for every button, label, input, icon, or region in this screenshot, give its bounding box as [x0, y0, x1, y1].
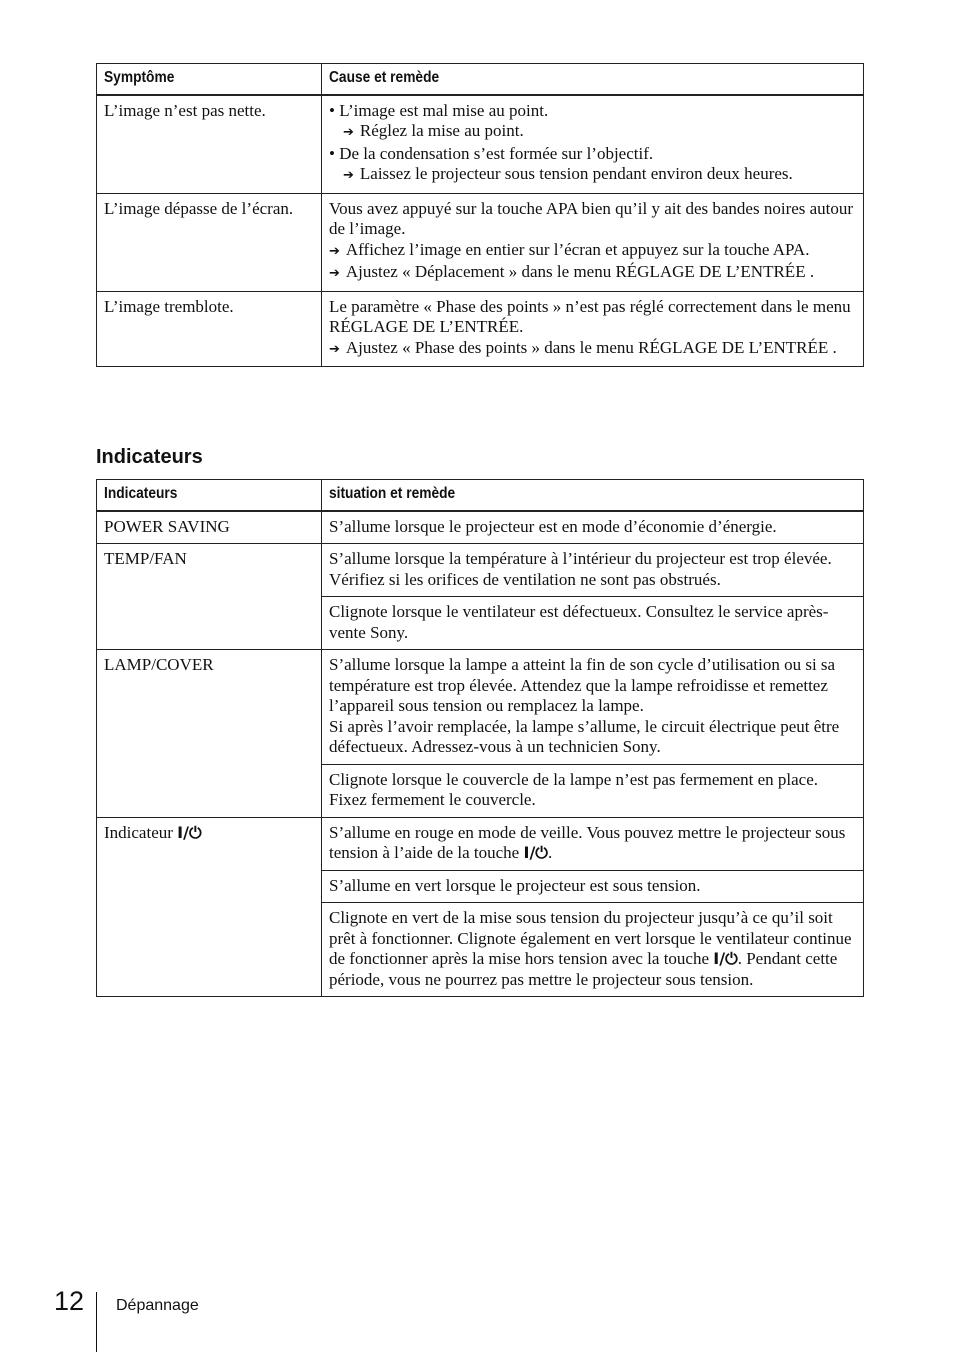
indicator-desc: Clignote lorsque le ventilateur est défectueux. Consultez le service après-vente Sony.	[322, 597, 864, 650]
table-header-row	[97, 480, 864, 511]
power-icon: I/⏻	[523, 843, 548, 862]
cause-line: • De la condensation s’est formée sur l’objectif.	[329, 143, 654, 163]
column-header-situation: situation et remède	[322, 480, 864, 511]
table-row	[97, 291, 864, 367]
cause-cell	[322, 291, 864, 367]
section-heading: Indicateurs	[96, 446, 203, 468]
remedy-line: ➔ Laissez le projecteur sous tension pendant environ deux heures.	[329, 164, 857, 187]
table-header-row	[97, 64, 864, 95]
arrow-icon: ➔	[343, 168, 354, 183]
arrow-icon: ➔	[329, 243, 340, 259]
remedy-line: ➔ Ajustez « Déplacement » dans le menu RÉGLAGE DE L’ENTRÉE .	[329, 262, 857, 285]
troubleshoot-table	[96, 63, 864, 367]
table-row	[97, 511, 864, 544]
arrow-icon: ➔	[343, 125, 354, 140]
cause-line: • L’image est mal mise au point.	[329, 100, 549, 120]
cause-cell	[322, 95, 864, 194]
table-row	[97, 193, 864, 291]
symptom-cell: L’image n’est pas nette.	[97, 95, 322, 194]
column-header-symptom: Symptôme	[97, 64, 322, 95]
power-icon: I/⏻	[177, 822, 202, 842]
page-number: 12	[54, 1286, 85, 1316]
desc-paragraph: Si après l’avoir remplacée, la lampe s’allume, le circuit électrique peut être défectueux. Adressez-vous à un technicien Sony.	[329, 716, 840, 756]
desc-paragraph: S’allume lorsque la lampe a atteint la fin de son cycle d’utilisation ou si sa température est trop élevée. Attendez que la lampe refroidisse et remettez l’appareil sous tension ou remplacez la lampe.	[329, 655, 836, 715]
arrow-icon: ➔	[329, 266, 340, 281]
indicator-name-power-saving: POWER SAVING	[97, 511, 322, 544]
indicators-table	[96, 479, 864, 997]
table-row	[97, 650, 864, 765]
indicator-desc: Clignote lorsque le couvercle de la lampe n’est pas fermement en place. Fixez fermement le couvercle.	[322, 764, 864, 817]
table-row	[97, 95, 864, 194]
remedy-line: ➔ Réglez la mise au point.	[329, 121, 857, 144]
indicator-name-lamp-cover: LAMP/COVER	[97, 650, 322, 818]
symptom-cell: L’image dépasse de l’écran.	[97, 193, 322, 291]
table-row	[97, 817, 864, 870]
power-icon: I/⏻	[713, 949, 738, 968]
column-header-indicators: Indicateurs	[97, 480, 322, 511]
indicator-desc: S’allume lorsque la température à l’intérieur du projecteur est trop élevée. Vérifiez si les orifices de ventilation ne sont pas obstrués.	[322, 544, 864, 597]
remedy-line: ➔ Ajustez « Phase des points » dans le menu RÉGLAGE DE L’ENTRÉE .	[329, 338, 857, 361]
indicator-desc: Clignote en vert de la mise sous tension du projecteur jusqu’à ce qu’il soit prêt à fonctionner. Clignote également en vert lorsque le ventilateur continue de fonctionner après la mise hors tension avec la touche I/⏻. Pendant cette période, vous ne pourrez pas mettre le projecteur sous tension.	[322, 903, 864, 997]
column-header-cause: Cause et remède	[322, 64, 864, 95]
cause-cell	[322, 193, 864, 291]
symptom-cell: L’image tremblote.	[97, 291, 322, 367]
indicator-desc: S’allume en vert lorsque le projecteur est sous tension.	[322, 870, 864, 903]
remedy-line: ➔ Affichez l’image en entier sur l’écran et appuyez sur la touche APA.	[329, 240, 857, 263]
indicator-desc	[322, 650, 864, 765]
indicator-name-temp-fan: TEMP/FAN	[97, 544, 322, 650]
footer-section-label: Dépannage	[116, 1297, 199, 1314]
table-row	[97, 544, 864, 597]
cause-line: Le paramètre « Phase des points » n’est pas réglé correctement dans le menu RÉGLAGE DE L’ENTRÉE.	[329, 296, 851, 336]
cause-line: Vous avez appuyé sur la touche APA bien qu’il y ait des bandes noires autour de l’image.	[329, 198, 854, 238]
indicator-desc: S’allume lorsque le projecteur est en mode d’économie d’énergie.	[322, 511, 864, 544]
footer-divider	[96, 1292, 97, 1352]
arrow-icon: ➔	[329, 341, 340, 357]
indicator-name-power: Indicateur I/⏻	[97, 817, 322, 997]
indicator-desc: S’allume en rouge en mode de veille. Vous pouvez mettre le projecteur sous tension à l’aide de la touche I/⏻.	[322, 817, 864, 870]
